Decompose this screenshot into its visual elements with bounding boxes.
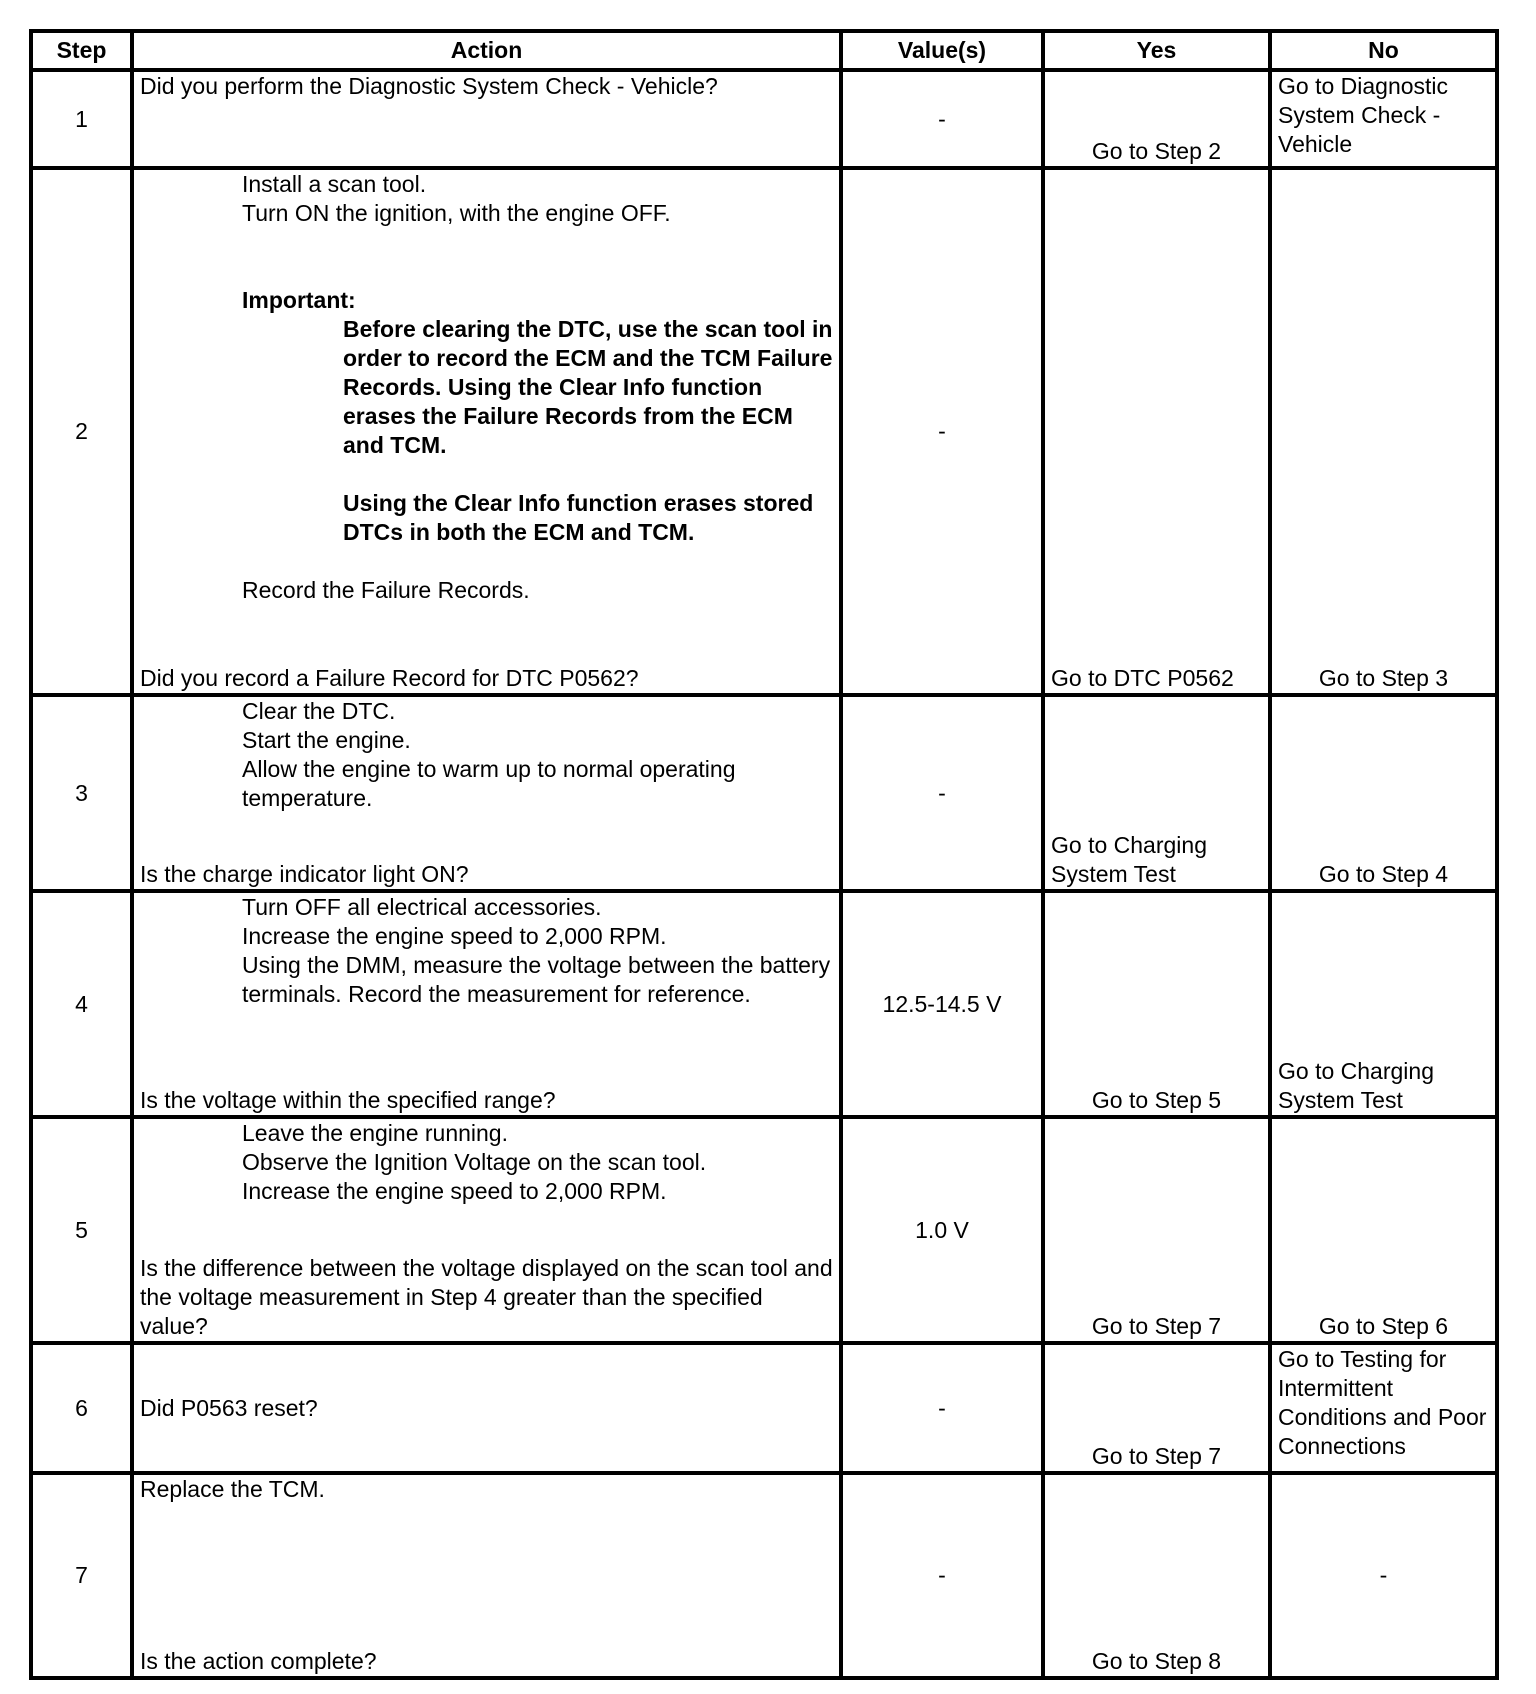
no-text: Go to Charging System Test — [1278, 1058, 1434, 1113]
no-text: Go to Step 3 — [1318, 665, 1449, 691]
action-question: Did you perform the Diagnostic System Check - Vehicle? — [140, 73, 718, 99]
action-cell — [132, 1117, 841, 1343]
action-step: Clear the DTC. — [242, 698, 396, 724]
action-cell — [132, 70, 841, 168]
action-step: Replace the TCM. — [140, 1476, 325, 1502]
action-step: Start the engine. — [242, 727, 411, 753]
yes-text: Go to Step 7 — [1091, 1443, 1222, 1469]
action-cell — [132, 1343, 841, 1473]
header-no: No — [1270, 31, 1497, 70]
no-cell — [1270, 70, 1497, 168]
value-cell: - — [841, 168, 1043, 695]
header-step: Step — [31, 31, 132, 70]
action-step: Leave the engine running. — [242, 1120, 508, 1146]
table-row — [31, 1343, 1497, 1473]
header-row — [31, 31, 1497, 70]
table-row — [31, 168, 1497, 695]
no-text: Go to Step 4 — [1318, 861, 1449, 887]
action-question: Did P0563 reset? — [140, 1394, 318, 1421]
action-question: Is the action complete? — [140, 1648, 377, 1674]
important-note: Before clearing the DTC, use the scan tool in order to record the ECM and the TCM Failure Records. Using the Clear Info function erases the Failure Records from the ECM and TCM. — [343, 316, 833, 458]
action-cell — [132, 168, 841, 695]
header-values: Value(s) — [841, 31, 1043, 70]
no-cell — [1270, 695, 1497, 891]
yes-cell — [1043, 1117, 1270, 1343]
action-question: Did you record a Failure Record for DTC P0562? — [140, 665, 639, 691]
table-row — [31, 1473, 1497, 1678]
diagnostic-table — [29, 29, 1499, 1680]
table-row — [31, 695, 1497, 891]
header-yes: Yes — [1043, 31, 1270, 70]
action-question: Is the difference between the voltage displayed on the scan tool and the voltage measurement in Step 4 greater than the specified value? — [140, 1255, 833, 1339]
yes-text: Go to Step 2 — [1091, 138, 1222, 164]
step-number: 3 — [31, 695, 132, 891]
no-cell — [1270, 1117, 1497, 1343]
header-action: Action — [132, 31, 841, 70]
value-cell: - — [841, 70, 1043, 168]
step-number: 4 — [31, 891, 132, 1117]
yes-cell — [1043, 70, 1270, 168]
value-cell: 1.0 V — [841, 1117, 1043, 1343]
action-step: Observe the Ignition Voltage on the scan tool. — [242, 1149, 707, 1175]
action-question: Is the voltage within the specified range? — [140, 1087, 556, 1113]
table-row — [31, 1117, 1497, 1343]
no-cell — [1270, 168, 1497, 695]
action-step: Allow the engine to warm up to normal operating temperature. — [242, 756, 736, 811]
step-number: 6 — [31, 1343, 132, 1473]
action-step: Install a scan tool. — [242, 171, 427, 197]
no-text: Go to Diagnostic System Check - Vehicle — [1278, 73, 1449, 157]
value-cell: - — [841, 1473, 1043, 1678]
no-text: Go to Step 6 — [1318, 1313, 1449, 1339]
yes-text: Go to DTC P0562 — [1051, 665, 1234, 691]
no-cell: - — [1270, 1473, 1497, 1678]
yes-text: Go to Charging System Test — [1051, 832, 1207, 887]
table-row — [31, 891, 1497, 1117]
action-step: Using the DMM, measure the voltage between the battery terminals. Record the measurement for reference. — [242, 952, 831, 1007]
yes-text: Go to Step 8 — [1091, 1648, 1222, 1674]
yes-cell — [1043, 1473, 1270, 1678]
action-step: Record the Failure Records. — [242, 577, 530, 603]
step-number: 7 — [31, 1473, 132, 1678]
step-number: 5 — [31, 1117, 132, 1343]
yes-cell — [1043, 1343, 1270, 1473]
value-cell: - — [841, 695, 1043, 891]
action-step: Increase the engine speed to 2,000 RPM. — [242, 923, 667, 949]
yes-cell — [1043, 695, 1270, 891]
action-step: Increase the engine speed to 2,000 RPM. — [242, 1178, 667, 1204]
yes-text: Go to Step 5 — [1091, 1087, 1222, 1113]
value-cell: 12.5-14.5 V — [841, 891, 1043, 1117]
action-step: Turn ON the ignition, with the engine OFF. — [242, 200, 671, 226]
no-cell — [1270, 891, 1497, 1117]
action-cell — [132, 1473, 841, 1678]
step-number: 1 — [31, 70, 132, 168]
action-cell — [132, 695, 841, 891]
important-label: Important: — [242, 287, 356, 313]
yes-cell — [1043, 168, 1270, 695]
action-cell — [132, 891, 841, 1117]
table-row — [31, 70, 1497, 168]
important-note: Using the Clear Info function erases stored DTCs in both the ECM and TCM. — [343, 490, 814, 545]
action-step: Turn OFF all electrical accessories. — [242, 894, 602, 920]
step-number: 2 — [31, 168, 132, 695]
no-cell — [1270, 1343, 1497, 1473]
no-text: Go to Testing for Intermittent Conditions and Poor Connections — [1278, 1346, 1487, 1459]
yes-text: Go to Step 7 — [1091, 1313, 1222, 1339]
yes-cell — [1043, 891, 1270, 1117]
action-question: Is the charge indicator light ON? — [140, 861, 469, 887]
value-cell: - — [841, 1343, 1043, 1473]
